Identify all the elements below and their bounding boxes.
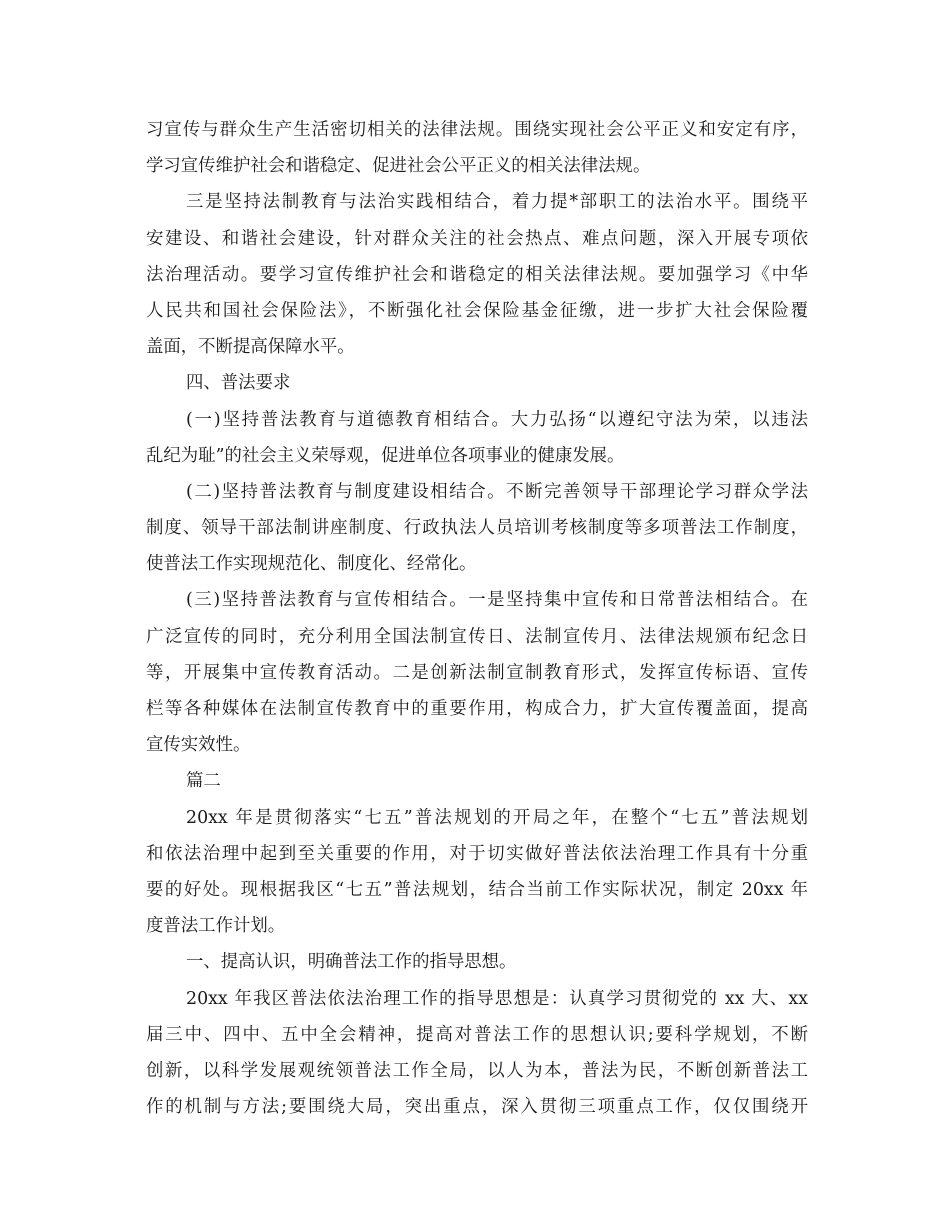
text-line: 法治理活动。要学习宣传维护社会和谐稳定的相关法律法规。要加强学习《中华	[146, 264, 808, 285]
text-line: 等，开展集中宣传教育活动。二是创新法制宣制教育形式，发挥宣传标语、宣传	[146, 662, 808, 683]
text-line: 20xx 年我区普法依法治理工作的指导思想是：认真学习贯彻党的 xx 大、xx	[186, 988, 808, 1009]
section-heading: 四、普法要求	[186, 373, 291, 394]
text-line: 使普法工作实现规范化、制度化、经常化。	[146, 554, 477, 575]
text-line: 创新，以科学发展观统领普法工作全局，以人为本，普法为民，不断创新普法工	[146, 1060, 808, 1081]
text-line: 20xx 年是贯彻落实“七五”普法规划的开局之年，在整个“七五”普法规划	[186, 807, 808, 828]
section-heading: 篇二	[186, 771, 221, 792]
text-line: (三)坚持普法教育与宣传相结合。一是坚持集中宣传和日常普法相结合。在	[186, 590, 808, 611]
text-line: 和依法治理中起到至关重要的作用，对于切实做好普法依法治理工作具有十分重	[146, 843, 808, 864]
text-line: 要的好处。现根据我区“七五”普法规划，结合当前工作实际状况，制定 20xx 年	[146, 879, 808, 900]
section-heading: 一、提高认识，明确普法工作的指导思想。	[186, 952, 517, 973]
text-line: 制度、领导干部法制讲座制度、行政执法人员培训考核制度等多项普法工作制度，	[146, 518, 808, 539]
text-line: 习宣传与群众生产生活密切相关的法律法规。围绕实现社会公平正义和安定有序，	[146, 120, 808, 140]
text-line: 广泛宣传的同时，充分利用全国法制宣传日、法制宣传月、法律法规颁布纪念日	[146, 626, 808, 647]
text-line: 盖面，不断提高保障水平。	[146, 337, 355, 358]
text-line: 三是坚持法制教育与法治实践相结合，着力提*部职工的法治水平。围绕平	[186, 192, 808, 213]
text-line: 届三中、四中、五中全会精神，提高对普法工作的思想认识;要科学规划，不断	[146, 1024, 808, 1045]
document-body	[146, 112, 808, 1125]
text-line: 乱纪为耻”的社会主义荣辱观，促进单位各项事业的健康发展。	[146, 445, 625, 466]
text-line: (一)坚持普法教育与道德教育相结合。大力弘扬“以遵纪守法为荣，以违法	[186, 409, 808, 430]
text-line: 学习宣传维护社会和谐稳定、促进社会公平正义的相关法律法规。	[146, 156, 651, 177]
text-line: 栏等各种媒体在法制宣传教育中的重要作用，构成合力，扩大宣传覆盖面，提高	[146, 699, 808, 719]
text-line: 安建设、和谐社会建设，针对群众关注的社会热点、难点问题，深入开展专项依	[146, 228, 808, 249]
text-line: (二)坚持普法教育与制度建设相结合。不断完善领导干部理论学习群众学法	[186, 481, 808, 502]
text-line: 人民共和国社会保险法》，不断强化社会保险基金征缴，进一步扩大社会保险覆	[146, 300, 808, 321]
text-line: 宣传实效性。	[146, 735, 251, 756]
text-line: 作的机制与方法;要围绕大局，突出重点，深入贯彻三项重点工作，仅仅围绕开	[146, 1097, 808, 1118]
text-line: 度普法工作计划。	[146, 916, 286, 937]
